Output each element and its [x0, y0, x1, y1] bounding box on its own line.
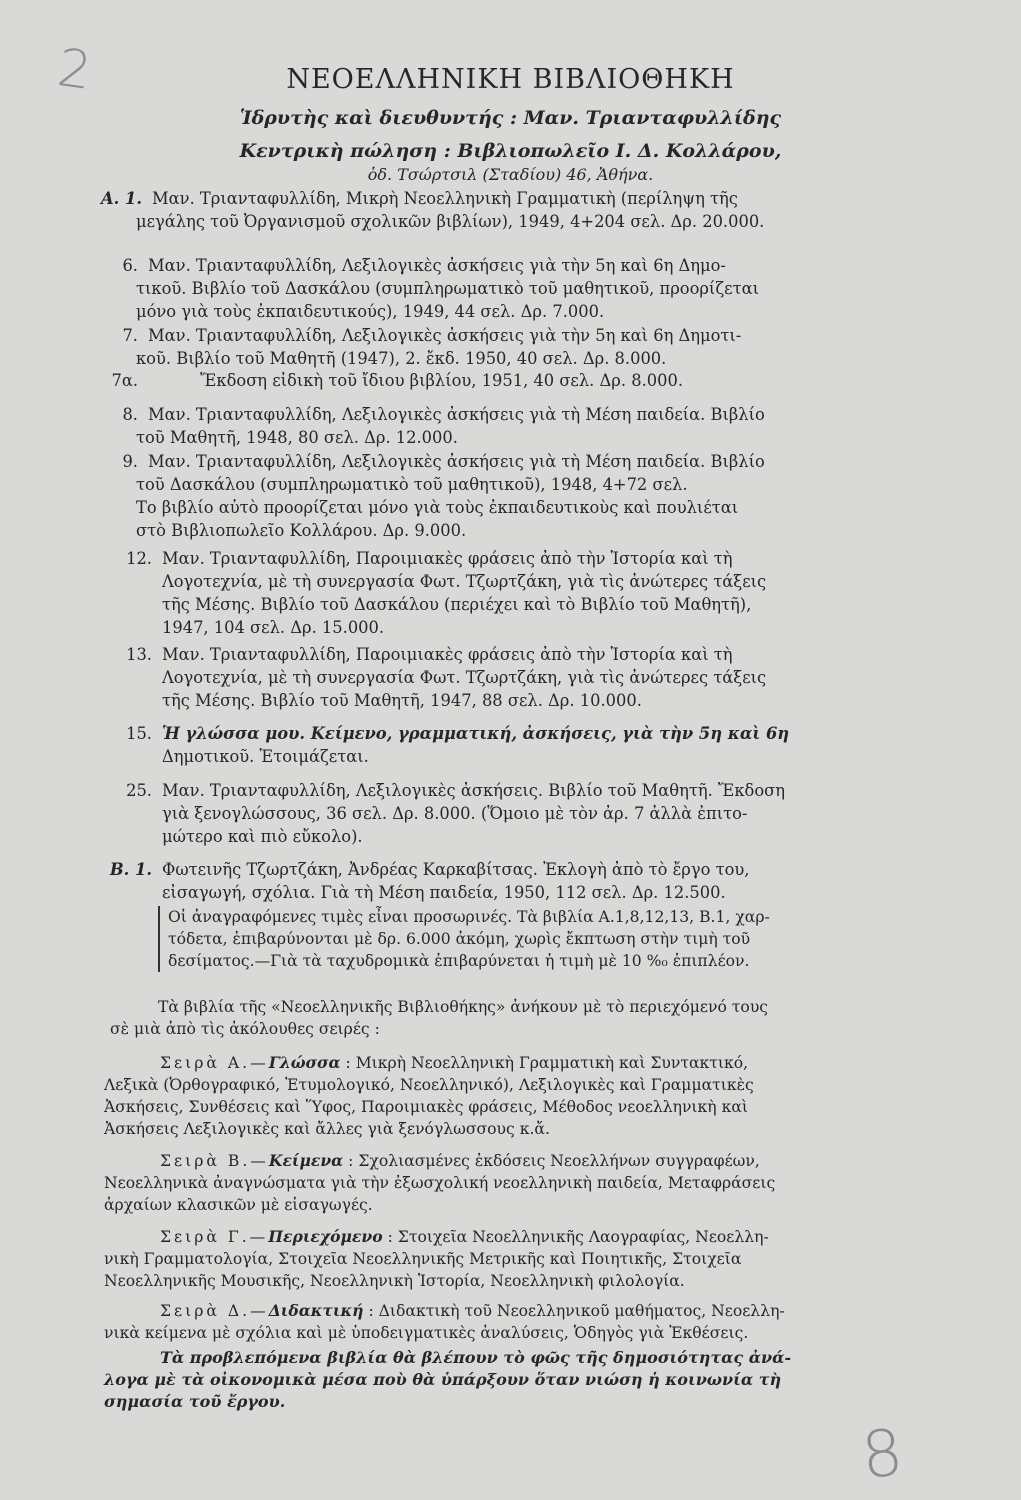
entry-line: εἰσαγωγή, σχόλια. Γιὰ τὴ Μέση παιδεία, 1950, 112 σελ. Δρ. 12.500. — [162, 883, 726, 902]
entry-number: Β. 1. — [109, 860, 152, 879]
series-line: νικὴ Γραμματολογία, Στοιχεῖα Νεοελληνικῆς Μετρικῆς καὶ Ποιητικῆς, Στοιχεῖα — [104, 1250, 742, 1268]
entry-line: μώτερο καὶ πιὸ εὔκολο). — [162, 827, 363, 846]
closing-statement — [104, 1347, 950, 1413]
series-name: Περιεχόμενο — [268, 1227, 383, 1246]
entry-number: 12. — [126, 549, 152, 568]
entry-line: στὸ Βιβλιοπωλεῖο Κολλάρου. Δρ. 9.000. — [136, 521, 467, 540]
catalog-entry — [111, 369, 683, 392]
note-line: Οἱ ἀναγραφόμενες τιμὲς εἶναι προσωρινές. Τὰ βιβλία Α.1,8,12,13, Β.1, χαρ- — [168, 908, 770, 926]
sales-point-line: Κεντρικὴ πώληση : Βιβλιοπωλεῖο Ι. Δ. Κολλάρου, — [239, 140, 782, 162]
handwritten-page-number: 2 — [53, 37, 96, 103]
catalog-entry — [122, 324, 742, 370]
series-line: νικὰ κείμενα μὲ σχόλια καὶ μὲ ὑποδειγματικὲς ἀναλύσεις, Ὁδηγὸς γιὰ Ἐκθέσεις. — [104, 1324, 749, 1342]
series-line: : Μικρὴ Νεοελληνικὴ Γραμματικὴ καὶ Συντακτικό, — [340, 1054, 749, 1072]
page-title: ΝΕΟΕΛΛΗΝΙΚΗ ΒΙΒΛΙΟΘΗΚΗ — [286, 64, 735, 95]
note-line: τόδετα, ἐπιβαρύνονται μὲ δρ. 6.000 ἀκόμη, χωρὶς ἔκπτωση στὴν τιμὴ τοῦ — [168, 930, 751, 948]
entry-number: 15. — [126, 724, 152, 743]
note-line: δεσίματος.—Γιὰ τὰ ταχυδρομικὰ ἐπιβαρύνεται ἡ τιμὴ μὲ 10 %₀ ἐπιπλέον. — [168, 952, 750, 970]
intro-line: σὲ μιὰ ἀπὸ τὶς ἀκόλουθες σειρές : — [110, 1020, 380, 1038]
series-a — [104, 1052, 954, 1140]
entry-number: 6. — [122, 256, 138, 275]
series-name: Γλώσσα — [268, 1053, 341, 1072]
series-line: : Διδακτικὴ τοῦ Νεοελληνικοῦ μαθήματος, Νεοελλη- — [363, 1302, 785, 1320]
closing-line: σημασία τοῦ ἔργου. — [104, 1392, 286, 1411]
entry-number: 25. — [126, 781, 152, 800]
entry-line: Φωτεινῆς Τζωρτζάκη, Ἀνδρέας Καρκαβίτσας. Ἐκλογὴ ἀπὸ τὸ ἔργο του, — [162, 860, 750, 879]
entry-line: τῆς Μέσης. Βιβλίο τοῦ Δασκάλου (περιέχει καὶ τὸ Βιβλίο τοῦ Μαθητῆ), — [162, 595, 752, 614]
entry-line: Μαν. Τριανταφυλλίδη, Λεξιλογικὲς ἀσκήσεις γιὰ τὴν 5η καὶ 6η Δημο- — [148, 256, 726, 275]
catalog-entry — [126, 779, 785, 848]
catalog-entry — [101, 187, 765, 233]
catalog-entry — [122, 403, 765, 449]
founder-line: Ἱδρυτὴς καὶ διευθυντής : Μαν. Τριανταφυλλίδης — [239, 107, 782, 129]
closing-line: Τὰ προβλεπόμενα βιβλία θὰ βλέπουν τὸ φῶς τῆς δημοσιότητας ἀνά- — [160, 1348, 792, 1367]
series-line: ἀρχαίων κλασικῶν μὲ εἰσαγωγές. — [104, 1196, 373, 1214]
catalog-entry — [122, 450, 765, 542]
series-label: Σειρὰ Β.— — [160, 1152, 269, 1170]
entry-line: Λογοτεχνία, μὲ τὴ συνεργασία Φωτ. Τζωρτζάκη, γιὰ τὶς ἀνώτερες τάξεις — [162, 572, 767, 591]
series-name: Διδακτική — [268, 1301, 364, 1320]
entry-line: Μαν. Τριανταφυλλίδη, Παροιμιακὲς φράσεις ἀπὸ τὴν Ἱστορία καὶ τὴ — [162, 645, 733, 664]
entry-line: Μαν. Τριανταφυλλίδη, Λεξιλογικὲς ἀσκήσεις. Βιβλίο τοῦ Μαθητῆ. Ἔκδοση — [162, 781, 785, 800]
series-line: Νεοελληνικῆς Μουσικῆς, Νεοελληνικὴ Ἱστορία, Νεοελληνικὴ φιλολογία. — [104, 1272, 685, 1290]
entry-line: Μαν. Τριανταφυλλίδη, Λεξιλογικὲς ἀσκήσεις γιὰ τὴ Μέση παιδεία. Βιβλίο — [148, 405, 765, 424]
series-name: Κείμενα — [268, 1151, 344, 1170]
entry-line: γιὰ ξενογλώσσους, 36 σελ. Δρ. 8.000. (Ὅμοιο μὲ τὸν ἀρ. 7 ἀλλὰ ἐπιτο- — [162, 804, 748, 823]
entry-number: 8. — [122, 405, 138, 424]
series-line: : Στοιχεῖα Νεοελληνικῆς Λαογραφίας, Νεοελλη- — [382, 1228, 769, 1246]
entry-line: μεγάλης τοῦ Ὀργανισμοῦ σχολικῶν βιβλίων), 1949, 4+204 σελ. Δρ. 20.000. — [136, 212, 765, 231]
entry-line: Μαν. Τριανταφυλλίδη, Λεξιλογικὲς ἀσκήσεις γιὰ τὴν 5η καὶ 6η Δημοτι- — [148, 326, 742, 345]
entry-line: τοῦ Δασκάλου (συμπληρωματικὸ τοῦ μαθητικοῦ), 1948, 4+72 σελ. — [136, 475, 688, 494]
entry-line: Το βιβλίο αὐτὸ προορίζεται μόνο γιὰ τοὺς ἐκπαιδευτικοὺς καὶ πουλιέται — [136, 498, 739, 517]
catalog-entry — [109, 858, 750, 904]
series-line: : Σχολιασμένες ἐκδόσεις Νεοελλήνων συγγραφέων, — [343, 1152, 760, 1170]
series-b — [104, 1150, 954, 1216]
intro-line: Τὰ βιβλία τῆς «Νεοελληνικῆς Βιβλιοθήκης» ἀνήκουν μὲ τὸ περιεχόμενό τους — [158, 998, 769, 1016]
entry-line: Μαν. Τριανταφυλλίδη, Μικρὴ Νεοελληνικὴ Γραμματικὴ (περίληψη τῆς — [152, 189, 738, 208]
series-c — [104, 1226, 954, 1292]
entry-line: τοῦ Μαθητῆ, 1948, 80 σελ. Δρ. 12.000. — [136, 428, 458, 447]
entry-line: Ἔκδοση εἰδικὴ τοῦ ἴδιου βιβλίου, 1951, 40 σελ. Δρ. 8.000. — [200, 371, 683, 390]
entry-line: Δημοτικοῦ. Ἑτοιμάζεται. — [162, 747, 369, 766]
series-label: Σειρὰ Α.— — [160, 1054, 269, 1072]
address-line: ὁδ. Τσώρτσιλ (Σταδίου) 46, Ἀθήνα. — [367, 165, 654, 184]
entry-line: Λογοτεχνία, μὲ τὴ συνεργασία Φωτ. Τζωρτζάκη, γιὰ τὶς ἀνώτερες τάξεις — [162, 668, 767, 687]
entry-number: 7. — [122, 326, 138, 345]
entry-line: Μαν. Τριανταφυλλίδη, Παροιμιακὲς φράσεις ἀπὸ τὴν Ἱστορία καὶ τὴ — [162, 549, 733, 568]
series-line: Λεξικὰ (Ὀρθογραφικό, Ἐτυμολογικό, Νεοελληνικό), Λεξιλογικὲς καὶ Γραμματικὲς — [104, 1076, 754, 1094]
entry-line: Ἡ γλώσσα μου. Κείμενο, γραμματική, ἀσκήσεις, γιὰ τὴν 5η καὶ 6η — [162, 724, 790, 743]
entry-line: Μαν. Τριανταφυλλίδη, Λεξιλογικὲς ἀσκήσεις γιὰ τὴ Μέση παιδεία. Βιβλίο — [148, 452, 765, 471]
entry-line: τῆς Μέσης. Βιβλίο τοῦ Μαθητῆ, 1947, 88 σελ. Δρ. 10.000. — [162, 691, 642, 710]
series-line: Νεοελληνικὰ ἀναγνώσματα γιὰ τὴν ἐξωσχολική νεοελληνικὴ παιδεία, Μεταφράσεις — [104, 1174, 776, 1192]
handwritten-mark: 8 — [858, 1416, 907, 1494]
series-label: Σειρὰ Δ.— — [160, 1302, 269, 1320]
entry-number: 9. — [122, 452, 138, 471]
entry-line: τικοῦ. Βιβλίο τοῦ Δασκάλου (συμπληρωματικὸ τοῦ μαθητικοῦ, προορίζεται — [136, 279, 759, 298]
closing-line: λογα μὲ τὰ οἰκονομικὰ μέσα ποὺ θὰ ὑπάρξουν ὅταν νιώση ἡ κοινωνία τὴ — [104, 1370, 782, 1389]
entry-line: 1947, 104 σελ. Δρ. 15.000. — [162, 618, 385, 637]
catalog-entry — [126, 547, 767, 639]
entry-line: μόνο γιὰ τοὺς ἐκπαιδευτικούς), 1949, 44 σελ. Δρ. 7.000. — [136, 302, 605, 321]
entry-number: 7α. — [111, 371, 138, 390]
series-intro — [110, 996, 958, 1040]
series-d — [104, 1300, 954, 1344]
catalog-entry — [126, 722, 790, 768]
entry-number: 13. — [126, 645, 152, 664]
price-note — [158, 906, 958, 972]
catalog-entry — [122, 254, 759, 323]
catalog-entry — [126, 643, 767, 712]
series-line: Ἀσκήσεις, Συνθέσεις καὶ Ὕφος, Παροιμιακὲς φράσεις, Μέθοδος νεοελληνικὴ καὶ — [104, 1098, 748, 1116]
entry-number: Α. 1. — [101, 189, 142, 208]
entry-line: κοῦ. Βιβλίο τοῦ Μαθητῆ (1947), 2. ἔκδ. 1950, 40 σελ. Δρ. 8.000. — [136, 349, 667, 368]
series-line: Ἀσκήσεις Λεξιλογικὲς καὶ ἄλλες γιὰ ξενόγλωσσους κ.ἄ. — [104, 1120, 550, 1138]
series-label: Σειρὰ Γ.— — [160, 1228, 269, 1246]
